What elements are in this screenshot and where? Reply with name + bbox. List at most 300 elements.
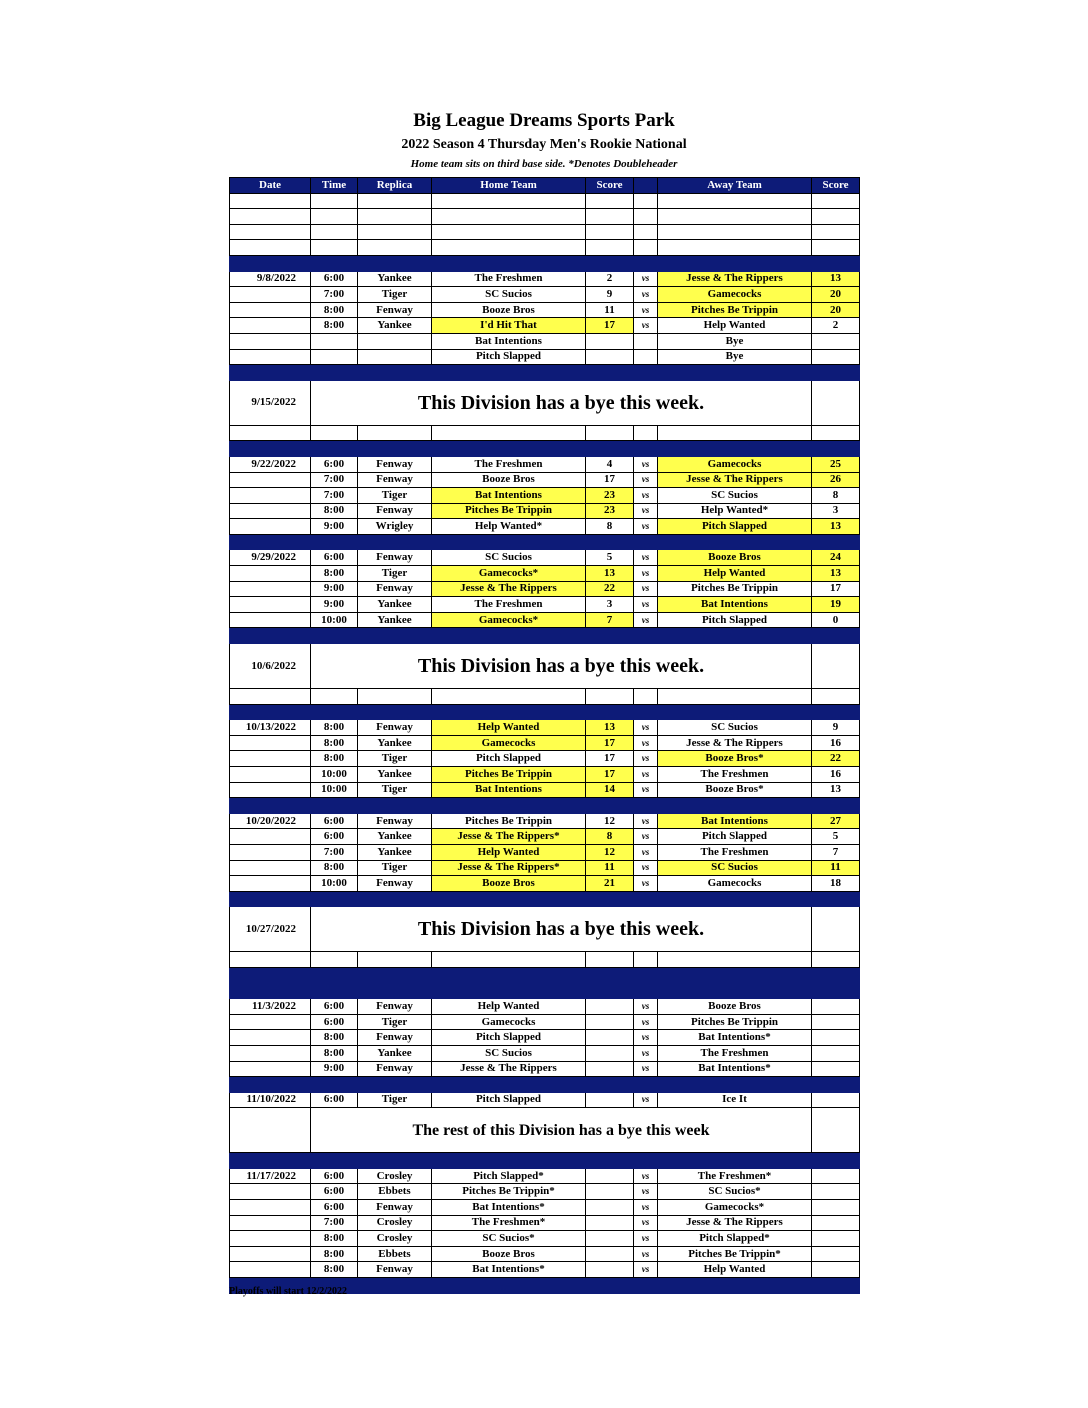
separator-cell <box>812 967 860 983</box>
away-team-cell: Jesse & The Rippers <box>658 1215 812 1231</box>
date-cell <box>230 1014 311 1030</box>
separator-cell <box>634 967 658 983</box>
time-cell: 8:00 <box>311 1262 358 1278</box>
bye-row <box>230 644 860 689</box>
home-score-cell <box>586 333 634 349</box>
home-team-cell: Jesse & The Rippers* <box>432 860 586 876</box>
time-cell: 6:00 <box>311 999 358 1015</box>
separator-cell <box>658 365 812 381</box>
bye-message: This Division has a bye this week. <box>311 644 812 689</box>
away-team-cell: Booze Bros* <box>658 782 812 798</box>
game-row <box>230 1045 860 1061</box>
replica-cell: Tiger <box>358 782 432 798</box>
separator-cell <box>432 365 586 381</box>
empty-cell <box>634 689 658 705</box>
date-cell <box>230 860 311 876</box>
home-team-cell: Jesse & The Rippers* <box>432 829 586 845</box>
empty-cell <box>311 193 358 209</box>
date-cell <box>230 302 311 318</box>
date-cell <box>230 597 311 613</box>
separator-cell <box>812 365 860 381</box>
bye-row <box>230 380 860 425</box>
col-home-team: Home Team <box>432 178 586 194</box>
game-row <box>230 735 860 751</box>
separator-cell <box>311 628 358 644</box>
blank-row <box>230 209 860 225</box>
away-score-cell <box>812 1215 860 1231</box>
separator-cell <box>658 967 812 983</box>
empty-cell <box>230 1108 311 1153</box>
away-score-cell <box>812 1092 860 1108</box>
home-score-cell: 8 <box>586 829 634 845</box>
separator-cell <box>658 1077 812 1093</box>
separator-cell <box>230 1153 311 1169</box>
date-cell <box>230 767 311 783</box>
separator-cell <box>311 1077 358 1093</box>
time-cell: 8:00 <box>311 302 358 318</box>
separator-cell <box>358 967 432 983</box>
away-team-cell: The Freshmen <box>658 767 812 783</box>
time-cell: 9:00 <box>311 1061 358 1077</box>
replica-cell: Ebbets <box>358 1246 432 1262</box>
separator-cell <box>812 1077 860 1093</box>
game-row <box>230 844 860 860</box>
empty-cell <box>812 952 860 968</box>
separator-cell <box>812 983 860 999</box>
separator-cell <box>658 1153 812 1169</box>
away-score-cell <box>812 1061 860 1077</box>
home-score-cell: 13 <box>586 566 634 582</box>
replica-cell: Fenway <box>358 1030 432 1046</box>
home-score-cell: 12 <box>586 844 634 860</box>
away-team-cell: SC Sucios* <box>658 1184 812 1200</box>
time-cell: 8:00 <box>311 1246 358 1262</box>
empty-cell <box>230 952 311 968</box>
empty-cell <box>230 240 311 256</box>
replica-cell: Fenway <box>358 472 432 488</box>
home-score-cell <box>586 1045 634 1061</box>
game-row <box>230 472 860 488</box>
away-team-cell: Bat Intentions* <box>658 1061 812 1077</box>
home-team-cell: Pitch Slapped <box>432 349 586 365</box>
replica-cell: Yankee <box>358 597 432 613</box>
away-team-cell: Bye <box>658 349 812 365</box>
game-row <box>230 318 860 334</box>
away-team-cell: Pitch Slapped <box>658 612 812 628</box>
away-score-cell: 9 <box>812 720 860 736</box>
separator-cell <box>658 441 812 457</box>
vs-cell: vs <box>634 519 658 535</box>
home-team-cell: Pitch Slapped <box>432 1030 586 1046</box>
separator-cell <box>432 1278 586 1294</box>
time-cell: 10:00 <box>311 782 358 798</box>
vs-cell: vs <box>634 829 658 845</box>
playoffs-note: Playoffs will start 12/2/2022 <box>229 1286 348 1297</box>
blank-row <box>230 425 860 441</box>
empty-cell <box>634 209 658 225</box>
away-score-cell <box>812 1262 860 1278</box>
replica-cell: Yankee <box>358 1045 432 1061</box>
time-cell: 6:00 <box>311 1014 358 1030</box>
away-team-cell: SC Sucios <box>658 488 812 504</box>
home-team-cell: Pitches Be Trippin <box>432 767 586 783</box>
date-cell <box>230 1045 311 1061</box>
game-row <box>230 1061 860 1077</box>
vs-cell: vs <box>634 1030 658 1046</box>
empty-cell <box>812 380 860 425</box>
away-team-cell: Help Wanted <box>658 566 812 582</box>
date-cell <box>230 566 311 582</box>
vs-cell: vs <box>634 302 658 318</box>
separator-cell <box>586 1153 634 1169</box>
away-score-cell: 20 <box>812 302 860 318</box>
home-team-cell: Booze Bros <box>432 302 586 318</box>
separator-cell <box>586 704 634 720</box>
separator-cell <box>634 1153 658 1169</box>
replica-cell: Fenway <box>358 503 432 519</box>
home-score-cell: 9 <box>586 287 634 303</box>
home-team-cell: Help Wanted <box>432 999 586 1015</box>
replica-cell: Ebbets <box>358 1184 432 1200</box>
empty-cell <box>358 425 432 441</box>
separator-cell <box>432 441 586 457</box>
empty-cell <box>634 193 658 209</box>
game-row <box>230 349 860 365</box>
date-cell <box>230 472 311 488</box>
time-cell: 7:00 <box>311 488 358 504</box>
vs-cell: vs <box>634 456 658 472</box>
separator-cell <box>311 798 358 814</box>
replica-cell: Tiger <box>358 860 432 876</box>
home-score-cell <box>586 1200 634 1216</box>
separator-cell <box>658 798 812 814</box>
time-cell: 8:00 <box>311 1030 358 1046</box>
away-team-cell: Jesse & The Rippers <box>658 472 812 488</box>
col-vs <box>634 178 658 194</box>
time-cell: 6:00 <box>311 1168 358 1184</box>
home-team-cell: Bat Intentions <box>432 782 586 798</box>
vs-cell: vs <box>634 318 658 334</box>
header-row <box>230 178 860 194</box>
away-team-cell: Gamecocks <box>658 456 812 472</box>
home-score-cell <box>586 1246 634 1262</box>
home-team-cell: Bat Intentions <box>432 488 586 504</box>
away-score-cell: 13 <box>812 566 860 582</box>
home-score-cell <box>586 1168 634 1184</box>
date-cell <box>230 581 311 597</box>
separator-cell <box>812 441 860 457</box>
time-cell: 8:00 <box>311 720 358 736</box>
separator-cell <box>311 983 358 999</box>
week-separator <box>230 704 860 720</box>
home-team-cell: The Freshmen <box>432 597 586 613</box>
time-cell: 6:00 <box>311 271 358 287</box>
separator-cell <box>658 255 812 271</box>
empty-cell <box>432 224 586 240</box>
away-team-cell: Help Wanted* <box>658 503 812 519</box>
game-row <box>230 488 860 504</box>
home-team-cell: The Freshmen <box>432 456 586 472</box>
separator-cell <box>634 1077 658 1093</box>
empty-cell <box>658 952 812 968</box>
away-team-cell: Bat Intentions <box>658 597 812 613</box>
home-score-cell: 23 <box>586 503 634 519</box>
separator-cell <box>311 967 358 983</box>
separator-cell <box>634 891 658 907</box>
vs-cell: vs <box>634 597 658 613</box>
empty-cell <box>586 952 634 968</box>
home-score-cell: 2 <box>586 271 634 287</box>
vs-cell: vs <box>634 860 658 876</box>
empty-cell <box>812 689 860 705</box>
home-score-cell <box>586 1231 634 1247</box>
home-score-cell: 22 <box>586 581 634 597</box>
separator-cell <box>586 255 634 271</box>
vs-cell: vs <box>634 844 658 860</box>
separator-cell <box>432 628 586 644</box>
vs-cell: vs <box>634 813 658 829</box>
vs-cell: vs <box>634 550 658 566</box>
game-row <box>230 876 860 892</box>
replica-cell: Tiger <box>358 1092 432 1108</box>
game-row <box>230 1168 860 1184</box>
away-score-cell <box>812 1184 860 1200</box>
separator-cell <box>812 1278 860 1294</box>
replica-cell: Fenway <box>358 550 432 566</box>
empty-cell <box>311 952 358 968</box>
time-cell: 6:00 <box>311 1092 358 1108</box>
game-row <box>230 1184 860 1200</box>
home-score-cell <box>586 1061 634 1077</box>
time-cell <box>311 333 358 349</box>
home-score-cell: 3 <box>586 597 634 613</box>
separator-cell <box>586 1278 634 1294</box>
game-row <box>230 1231 860 1247</box>
replica-cell: Fenway <box>358 999 432 1015</box>
away-score-cell: 18 <box>812 876 860 892</box>
vs-cell: vs <box>634 1215 658 1231</box>
game-row <box>230 829 860 845</box>
home-score-cell: 13 <box>586 720 634 736</box>
col-date: Date <box>230 178 311 194</box>
replica-cell: Fenway <box>358 1262 432 1278</box>
empty-cell <box>432 425 586 441</box>
col-away-score: Score <box>812 178 860 194</box>
away-team-cell: Gamecocks <box>658 876 812 892</box>
game-row <box>230 597 860 613</box>
separator-cell <box>311 365 358 381</box>
separator-cell <box>432 891 586 907</box>
away-team-cell: Pitches Be Trippin <box>658 581 812 597</box>
home-team-cell: I'd Hit That <box>432 318 586 334</box>
replica-cell: Yankee <box>358 271 432 287</box>
separator-cell <box>230 255 311 271</box>
date-cell: 9/15/2022 <box>230 380 311 425</box>
empty-cell <box>311 240 358 256</box>
empty-cell <box>358 240 432 256</box>
week-separator <box>230 365 860 381</box>
separator-cell <box>634 1278 658 1294</box>
away-team-cell: The Freshmen <box>658 844 812 860</box>
time-cell: 8:00 <box>311 1045 358 1061</box>
home-team-cell: Booze Bros <box>432 472 586 488</box>
away-score-cell <box>812 1168 860 1184</box>
blank-row <box>230 193 860 209</box>
home-score-cell <box>586 1184 634 1200</box>
empty-cell <box>432 193 586 209</box>
empty-cell <box>812 209 860 225</box>
home-team-cell: The Freshmen* <box>432 1215 586 1231</box>
date-cell <box>230 349 311 365</box>
time-cell: 7:00 <box>311 472 358 488</box>
game-row <box>230 581 860 597</box>
away-score-cell: 26 <box>812 472 860 488</box>
game-row <box>230 550 860 566</box>
game-row <box>230 566 860 582</box>
empty-cell <box>311 425 358 441</box>
date-cell: 9/29/2022 <box>230 550 311 566</box>
replica-cell: Tiger <box>358 751 432 767</box>
replica-cell <box>358 349 432 365</box>
game-row <box>230 612 860 628</box>
date-cell <box>230 503 311 519</box>
away-score-cell: 20 <box>812 287 860 303</box>
time-cell: 10:00 <box>311 767 358 783</box>
col-time: Time <box>311 178 358 194</box>
home-team-cell: Gamecocks <box>432 735 586 751</box>
empty-cell <box>586 689 634 705</box>
time-cell: 6:00 <box>311 1184 358 1200</box>
game-row <box>230 1092 860 1108</box>
separator-cell <box>311 534 358 550</box>
week-separator <box>230 441 860 457</box>
game-row <box>230 1030 860 1046</box>
replica-cell: Yankee <box>358 829 432 845</box>
home-score-cell <box>586 1262 634 1278</box>
away-score-cell <box>812 1045 860 1061</box>
empty-cell <box>358 193 432 209</box>
empty-cell <box>432 689 586 705</box>
date-cell <box>230 829 311 845</box>
date-cell: 9/22/2022 <box>230 456 311 472</box>
page-title: Big League Dreams Sports Park <box>413 110 675 131</box>
bye-message: This Division has a bye this week. <box>311 907 812 952</box>
game-row <box>230 1215 860 1231</box>
home-score-cell <box>586 349 634 365</box>
away-team-cell: Pitches Be Trippin <box>658 302 812 318</box>
replica-cell: Wrigley <box>358 519 432 535</box>
separator-cell <box>586 983 634 999</box>
home-score-cell: 5 <box>586 550 634 566</box>
date-cell <box>230 1200 311 1216</box>
replica-cell: Fenway <box>358 456 432 472</box>
date-cell <box>230 1215 311 1231</box>
away-team-cell: Gamecocks <box>658 287 812 303</box>
empty-cell <box>311 224 358 240</box>
empty-cell <box>586 240 634 256</box>
time-cell: 9:00 <box>311 519 358 535</box>
empty-cell <box>812 425 860 441</box>
separator-cell <box>812 1153 860 1169</box>
vs-cell: vs <box>634 782 658 798</box>
time-cell: 10:00 <box>311 612 358 628</box>
home-team-cell: Booze Bros <box>432 1246 586 1262</box>
game-row <box>230 519 860 535</box>
empty-cell <box>358 224 432 240</box>
game-row <box>230 271 860 287</box>
empty-cell <box>658 224 812 240</box>
vs-cell: vs <box>634 767 658 783</box>
date-cell <box>230 333 311 349</box>
empty-cell <box>658 689 812 705</box>
replica-cell: Yankee <box>358 735 432 751</box>
vs-cell: vs <box>634 612 658 628</box>
separator-cell <box>311 255 358 271</box>
time-cell: 6:00 <box>311 813 358 829</box>
week-separator <box>230 534 860 550</box>
bye-message: The rest of this Division has a bye this week <box>311 1108 812 1153</box>
empty-cell <box>358 952 432 968</box>
away-score-cell: 8 <box>812 488 860 504</box>
empty-cell <box>634 952 658 968</box>
home-team-cell: Help Wanted* <box>432 519 586 535</box>
col-replica: Replica <box>358 178 432 194</box>
separator-cell <box>812 798 860 814</box>
away-team-cell: Help Wanted <box>658 318 812 334</box>
home-team-cell: Booze Bros <box>432 876 586 892</box>
home-team-cell: Gamecocks* <box>432 612 586 628</box>
week-separator <box>230 891 860 907</box>
away-team-cell: Pitch Slapped* <box>658 1231 812 1247</box>
vs-cell <box>634 349 658 365</box>
empty-cell <box>812 193 860 209</box>
home-score-cell: 8 <box>586 519 634 535</box>
game-row <box>230 333 860 349</box>
home-team-cell: SC Sucios <box>432 287 586 303</box>
date-cell <box>230 287 311 303</box>
separator-cell <box>358 983 432 999</box>
home-team-cell: SC Sucios <box>432 1045 586 1061</box>
date-cell <box>230 1246 311 1262</box>
date-cell <box>230 751 311 767</box>
separator-cell <box>658 704 812 720</box>
home-score-cell: 12 <box>586 813 634 829</box>
home-score-cell: 17 <box>586 767 634 783</box>
separator-cell <box>311 704 358 720</box>
page-subtitle: 2022 Season 4 Thursday Men's Rookie National <box>401 137 687 152</box>
separator-cell <box>358 255 432 271</box>
home-team-cell: Bat Intentions* <box>432 1262 586 1278</box>
away-score-cell: 17 <box>812 581 860 597</box>
separator-cell <box>230 534 311 550</box>
separator-cell <box>311 441 358 457</box>
home-team-cell: Pitch Slapped <box>432 751 586 767</box>
separator-cell <box>358 704 432 720</box>
game-row <box>230 1262 860 1278</box>
home-score-cell: 4 <box>586 456 634 472</box>
away-team-cell: Pitches Be Trippin <box>658 1014 812 1030</box>
separator-cell <box>658 534 812 550</box>
date-cell <box>230 782 311 798</box>
separator-cell <box>358 798 432 814</box>
separator-cell <box>586 365 634 381</box>
date-cell <box>230 318 311 334</box>
separator-cell <box>230 441 311 457</box>
separator-cell <box>586 891 634 907</box>
home-score-cell: 11 <box>586 302 634 318</box>
away-score-cell <box>812 333 860 349</box>
separator-cell <box>432 704 586 720</box>
